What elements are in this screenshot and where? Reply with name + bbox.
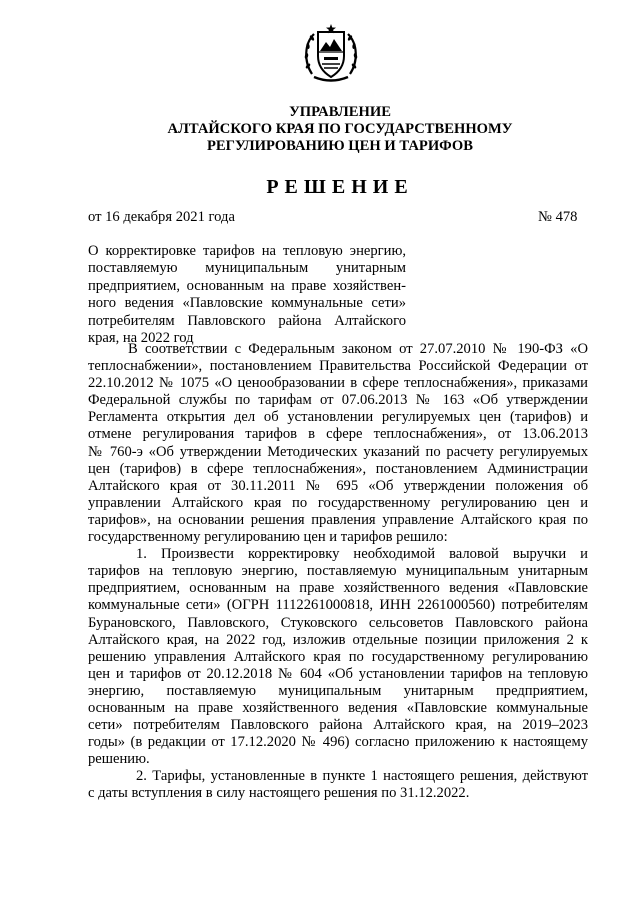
body-line: Бурановского, Павловского, Стуковского сельсоветов Павловского района (88, 614, 588, 631)
body-line: тарифов», на основании решения правления управление Алтайского края по (88, 511, 588, 528)
subject-line: ного ведения «Павловские коммунальные сети» (88, 295, 406, 312)
authority-line: РЕГУЛИРОВАНИЮ ЦЕН И ТАРИФОВ (207, 138, 473, 154)
body-line: Федеральной службы по тарифам от 07.06.2013 № 163 «Об утверждении (88, 392, 588, 409)
body-line: Регламента открытия дел об установлении регулируемых цен (тарифов) и (88, 409, 588, 426)
document-type-title: РЕШЕНИЕ (266, 176, 414, 198)
body-line: годы» (в редакции от 17.12.2020 № 496) согласно приложению к настоящему (88, 734, 588, 751)
body-line: № 760-э «Об утверждении Методических указаний по расчету регулируемых (88, 443, 588, 460)
authority-line: УПРАВЛЕНИЕ (289, 104, 391, 120)
document-subject (88, 243, 406, 347)
document-date: от 16 декабря 2021 года (88, 209, 235, 225)
body-line: государственному регулированию цен и тарифов решило: (88, 529, 448, 546)
body-line: 22.10.2012 № 1075 «О ценообразовании в сфере теплоснабжения», приказами (88, 375, 588, 392)
body-line: Алтайского края от 30.11.2011 № 695 «Об утверждении положения об (88, 477, 588, 494)
body-line: с даты вступления в силу настоящего решения по 31.12.2022. (88, 785, 470, 802)
body-line: В соответствии с Федеральным законом от 27.07.2010 № 190-ФЗ «О (128, 341, 588, 357)
body-line: решению управления Алтайского края по государственному регулированию (88, 648, 588, 665)
body-line: 1. Произвести корректировку необходимой валовой выручки и (136, 546, 588, 563)
altai-coat-of-arms-emblem (302, 22, 360, 84)
body-line: отмене регулирования тарифов в сфере теплоснабжения», от 13.06.2013 (88, 426, 588, 443)
body-line: коммунальные сети» (ОГРН 1112261000818, ИНН 2261000560) потребителям (88, 597, 588, 614)
body-line: решению. (88, 751, 150, 768)
authority-line: АЛТАЙСКОГО КРАЯ ПО ГОСУДАРСТВЕННОМУ (167, 121, 513, 137)
subject-line: края, на 2022 год (88, 330, 194, 347)
body-line: цен (тарифов) в сфере теплоснабжения», постановлением Администрации (88, 460, 588, 477)
body-line: основанным на праве хозяйственного ведения «Павловские коммунальные (88, 699, 588, 716)
body-line: 2. Тарифы, установленные в пункте 1 настоящего решения, действуют (136, 768, 588, 785)
subject-line: поставляемую муниципальным унитарным (88, 260, 406, 277)
document-body (88, 341, 588, 803)
body-line: сети» потребителям Павловского района Алтайского края, на 2019–2023 (88, 717, 588, 734)
body-line: тарифов на тепловую энергию, поставляемую муниципальным унитарным (88, 563, 588, 580)
subject-line: предприятием, основанным на праве хозяйствен- (88, 277, 406, 294)
body-line: теплоснабжении», постановлением Правительства Российской Федерации от (88, 358, 588, 375)
subject-line: О корректировке тарифов на тепловую энергию, (88, 243, 406, 259)
body-line: предприятием, основанным на праве хозяйственного ведения «Павловские (88, 580, 588, 597)
body-line: Алтайского края, на 2022 год, изложив отдельные позиции приложения 2 к (88, 631, 588, 648)
issuing-authority (120, 104, 560, 155)
document-number: № 478 (538, 209, 578, 225)
body-line: цен и тарифов от 20.12.2018 № 604 «Об установлении тарифов на тепловую (88, 665, 588, 682)
subject-line: потребителям Павловского района Алтайского (88, 312, 406, 329)
body-line: управлении Алтайского края по государственному регулированию цен и (88, 494, 588, 511)
body-line: энергию, поставляемую муниципальным унитарным предприятием, (88, 682, 588, 699)
